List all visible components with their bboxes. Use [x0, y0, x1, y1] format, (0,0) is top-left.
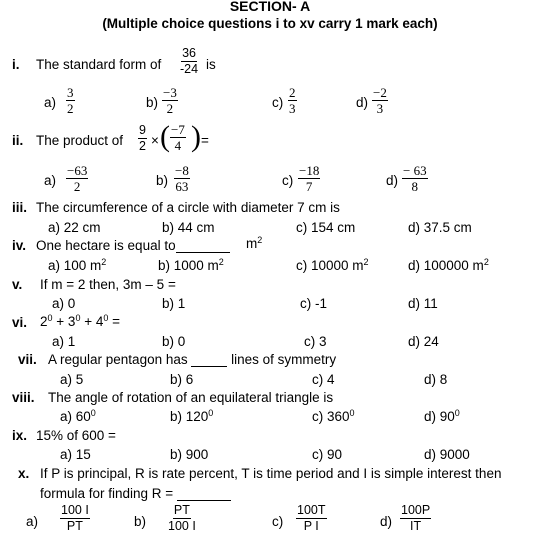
option-a[interactable]: a) 1 — [52, 334, 76, 349]
question-text: If m = 2 then, 3m – 5 = — [40, 277, 176, 292]
option-a-fraction[interactable]: $\frac{-63}{2}$ — [67, 163, 88, 194]
question-text: One hectare is equal to — [36, 238, 230, 253]
option-d[interactable]: d) 8 — [424, 372, 448, 387]
option-a[interactable]: a) 5 — [60, 372, 84, 387]
option-d-label: d) — [380, 514, 393, 529]
question-fraction-1: $\frac{9}{2}$ — [139, 123, 146, 153]
option-c-label: c) — [282, 173, 294, 188]
option-b[interactable]: b) 44 cm — [162, 220, 215, 235]
option-a[interactable]: a) 22 cm — [48, 220, 101, 235]
question-number: ix. — [12, 428, 28, 443]
option-b[interactable]: b) 900 — [170, 447, 209, 462]
question-number: v. — [12, 277, 23, 292]
option-b[interactable]: b) 0 — [162, 334, 186, 349]
question-text: $2^0 + 3^0 + 4^0$ = — [40, 313, 121, 329]
option-a-fraction[interactable]: $\frac{100 I}{PT}$ — [61, 503, 89, 533]
question-number: i. — [12, 57, 20, 72]
option-c-fraction[interactable]: $\frac{-18}{7}$ — [299, 163, 320, 194]
option-b[interactable]: b) 6 — [170, 372, 194, 387]
option-d[interactable]: d) 11 — [408, 296, 438, 311]
question-text-end: is — [206, 57, 216, 72]
option-b-label: b) — [134, 514, 147, 529]
question-number: x. — [18, 466, 30, 481]
left-paren: ( — [160, 120, 170, 153]
right-paren: ) — [191, 120, 201, 153]
option-a[interactable]: a) $60^0$ — [60, 408, 96, 424]
option-d[interactable]: d) 37.5 cm — [408, 220, 472, 235]
option-b-label: b) — [156, 173, 169, 188]
option-d-fraction[interactable]: $\frac{- 63}{8}$ — [403, 163, 427, 194]
question-text: The angle of rotation of an equilateral triangle is — [48, 390, 334, 405]
question-text-line1: If P is principal, R is rate percent, T is time period and I is simple interest then — [40, 466, 502, 481]
option-c-label: c) — [272, 514, 284, 529]
question-fraction: $\frac{36}{-24}$ — [180, 46, 199, 76]
question-number: ii. — [12, 133, 24, 148]
question-text: A regular pentagon has lines of symmetry — [48, 352, 337, 367]
answer-blank[interactable] — [177, 487, 231, 501]
option-d[interactable]: d) 100000 $m^2$ — [408, 257, 489, 273]
option-b[interactable]: b) 1 — [162, 296, 186, 311]
question-text: 15% of 600 = — [36, 428, 116, 443]
option-a[interactable]: a) 100 $m^2$ — [48, 257, 107, 273]
question-fraction-2: $\frac{-7}{4}$ — [171, 122, 185, 153]
option-a[interactable]: a) 0 — [52, 296, 76, 311]
equals-sign: = — [201, 133, 209, 148]
option-b-fraction[interactable]: $\frac{-3}{2}$ — [163, 85, 177, 116]
option-d-label: d) — [356, 95, 369, 110]
option-b-label: b) — [146, 95, 159, 110]
option-a-label: a) — [44, 95, 57, 110]
option-a[interactable]: a) 15 — [60, 447, 91, 462]
question-number: vii. — [18, 352, 37, 367]
times-sign: × — [151, 133, 159, 148]
answer-blank[interactable] — [176, 239, 230, 253]
option-d-label: d) — [386, 173, 399, 188]
answer-blank[interactable] — [191, 353, 227, 367]
question-number: iii. — [12, 200, 28, 215]
option-d[interactable]: d) 9000 — [424, 447, 470, 462]
question-text: The standard form of — [36, 57, 162, 72]
section-title: SECTION- A — [229, 0, 311, 14]
question-number: vi. — [12, 315, 28, 330]
question-unit: $m^2$ — [246, 235, 263, 251]
question-text: The product of — [36, 133, 124, 148]
option-d[interactable]: d) $90^0$ — [424, 408, 460, 424]
question-number: iv. — [12, 238, 27, 253]
option-a-label: a) — [44, 173, 57, 188]
option-c[interactable]: c) 154 cm — [296, 220, 356, 235]
question-text-line2: formula for finding R = — [40, 486, 231, 501]
option-c[interactable]: c) 4 — [312, 372, 335, 387]
option-c[interactable]: c) 90 — [312, 447, 343, 462]
option-c[interactable]: c) 10000 $m^2$ — [296, 257, 369, 273]
section-subtitle: (Multiple choice questions i to xv carry 1 mark each) — [102, 16, 438, 31]
option-d-fraction[interactable]: $\frac{-2}{3}$ — [373, 85, 387, 116]
option-b-fraction[interactable]: $\frac{PT}{100 I}$ — [168, 503, 196, 533]
question-text: The circumference of a circle with diameter 7 cm is — [36, 200, 340, 215]
option-c[interactable]: c) 3 — [304, 334, 327, 349]
option-b[interactable]: b) 1000 $m^2$ — [158, 257, 224, 273]
option-a-label: a) — [26, 514, 39, 529]
option-c[interactable]: c) -1 — [300, 296, 327, 311]
option-c-fraction[interactable]: $\frac{2}{3}$ — [289, 85, 296, 116]
option-a-fraction[interactable]: $\frac{3}{2}$ — [67, 85, 74, 116]
option-c[interactable]: c) $360^0$ — [312, 408, 355, 424]
question-number: viii. — [12, 390, 35, 405]
option-d-fraction[interactable]: $\frac{100P}{IT}$ — [401, 503, 431, 533]
option-c-fraction[interactable]: $\frac{100T}{\text{P I}}$ — [297, 503, 326, 533]
option-c-label: c) — [272, 95, 284, 110]
option-b-fraction[interactable]: $\frac{-8}{63}$ — [175, 163, 189, 194]
option-d[interactable]: d) 24 — [408, 334, 439, 349]
option-b[interactable]: b) $120^0$ — [170, 408, 214, 424]
